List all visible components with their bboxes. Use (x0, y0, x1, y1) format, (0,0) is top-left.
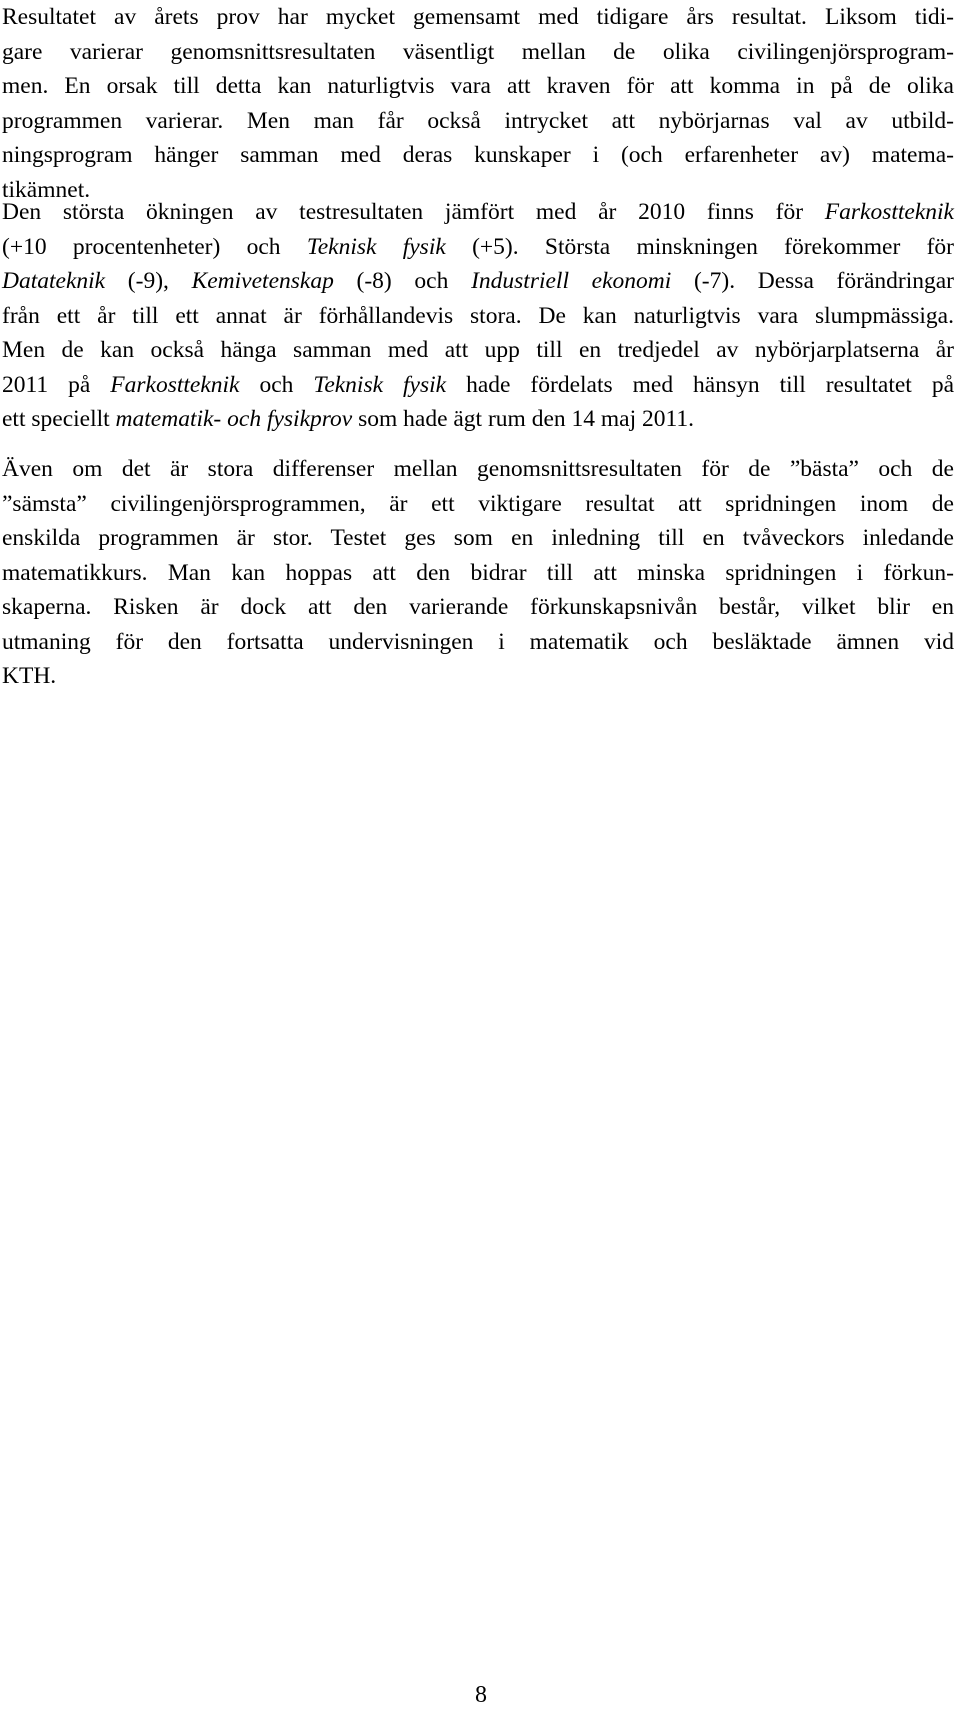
text-line: programmen varierar. Men man får också intrycket att nybörjarnas val av utbild- (2, 107, 954, 134)
paragraph-2 (2, 195, 954, 437)
italic-term: Farkostteknik (110, 371, 240, 398)
text-line: KTH. (2, 663, 57, 689)
text-line: men. En orsak till detta kan naturligtvis vara att kraven för att komma in på de olika (2, 73, 954, 99)
paragraph-3 (2, 452, 954, 694)
italic-term: Kemivetenskap (191, 268, 334, 294)
text-line: ”sämsta” civilingenjörsprogrammen, är ett viktigare resultat att spridningen inom de (2, 490, 954, 517)
text-line: Men de kan också hänga samman med att upp till en tredjedel av nybörjarplatserna år (2, 337, 954, 363)
italic-term: matematik- och fysikprov (115, 406, 353, 432)
text-line: Den största ökningen av testresultaten jämfört med år 2010 finns för Farkostteknik (2, 199, 954, 225)
text-line: matematikkurs. Man kan hoppas att den bidrar till att minska spridningen i förkun- (2, 559, 954, 586)
text-line: från ett år till ett annat är förhållandevis stora. De kan naturligtvis vara slumpmässiga. (2, 302, 954, 329)
text-line: utmaning för den fortsatta undervisningen i matematik och besläktade ämnen vid (2, 628, 954, 655)
text-line: tikämnet. (2, 176, 91, 203)
text-line: (+10 procentenheter) och Teknisk fysik (+5). Största minskningen förekommer för (2, 233, 954, 260)
text-line: enskilda programmen är stor. Testet ges som en inledning till en tvåveckors inledande (2, 525, 954, 551)
text-line: skaperna. Risken är dock att den varierande förkunskapsnivån består, vilket blir en (2, 594, 954, 620)
text-line: Även om det är stora differenser mellan genomsnittsresultaten för de ”bästa” och de (2, 456, 954, 482)
text-line: 2011 på Farkostteknik och Teknisk fysik hade fördelats med hänsyn till resultatet på (2, 371, 955, 398)
italic-term: Datateknik (2, 268, 106, 294)
text-line: gare varierar genomsnittsresultaten väsentligt mellan de olika civilingenjörsprogram- (2, 38, 954, 65)
text-line: Resultatet av årets prov har mycket gemensamt med tidigare års resultat. Liksom tidi- (2, 4, 954, 30)
text-line: ett speciellt matematik- och fysikprov som hade ägt rum den 14 maj 2011. (2, 406, 694, 432)
text-line: ningsprogram hänger samman med deras kunskaper i (och erfarenheter av) matema- (2, 142, 954, 168)
italic-term: Industriell ekonomi (471, 268, 672, 294)
paragraph-1 (2, 0, 954, 207)
page-number: 8 (475, 1682, 487, 1708)
text-line: Datateknik (-9), Kemivetenskap (-8) och Industriell ekonomi (-7). Dessa förändringar (2, 268, 954, 294)
italic-term: Farkostteknik (824, 199, 954, 225)
italic-term: Teknisk fysik (306, 233, 446, 260)
italic-term: Teknisk fysik (313, 371, 447, 398)
